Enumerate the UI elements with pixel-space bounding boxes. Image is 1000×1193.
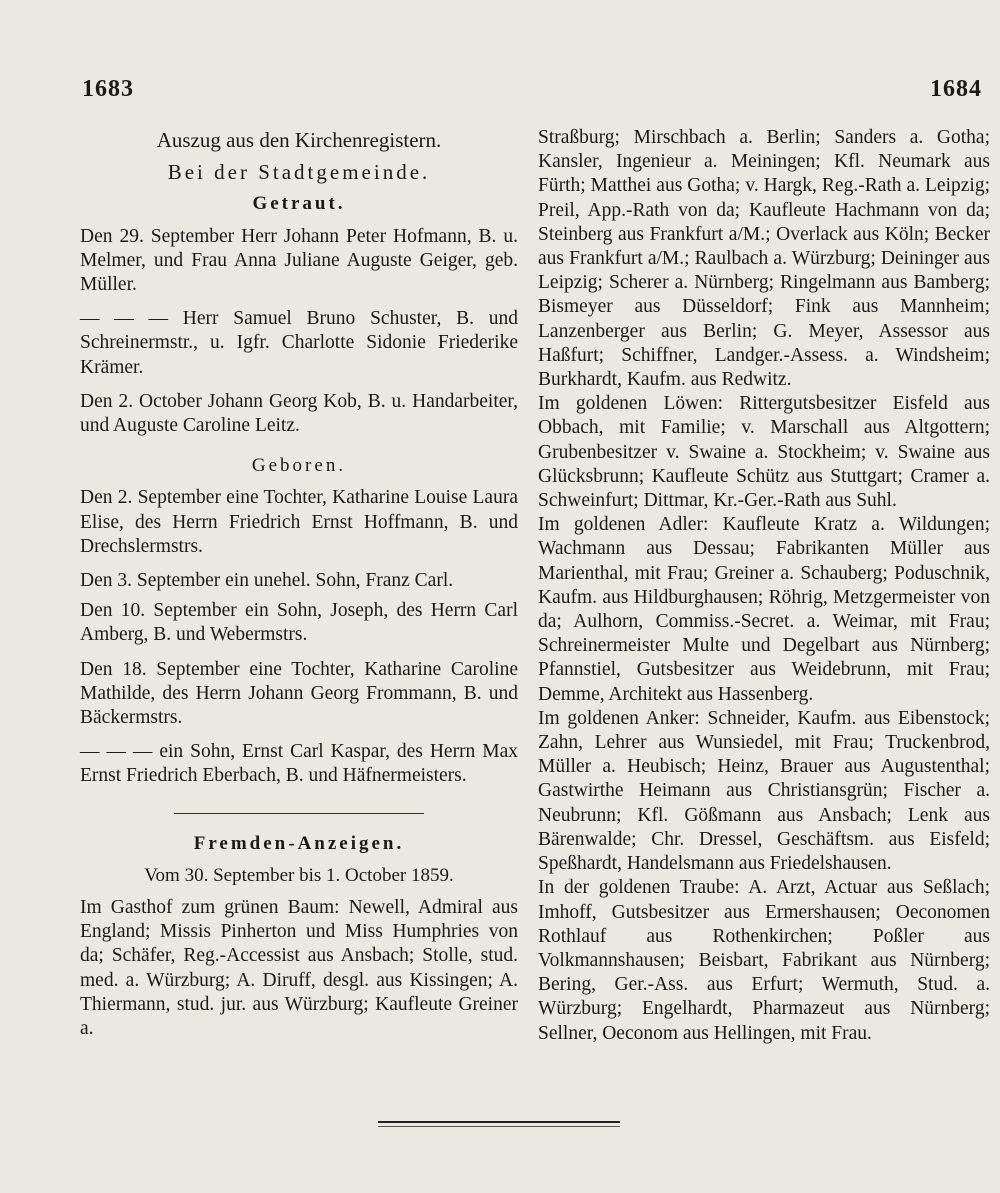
- married-heading: Getraut.: [252, 193, 346, 215]
- arrivals-paragraph: Straßburg; Mirschbach a. Berlin; Sanders a. Gotha; Kansler, Ingenieur a. Meiningen; Kfl. Neumark aus Fürth; Matthei aus Gotha; v. Hargk, Reg.-Rath a. Leipzig; Preil, App.-Rath von da; Kaufleute Hachmann von da; Steinberg aus Frankfurt a/M.; Overlack aus Köln; Becker aus Frankfurt a/M.; Raulbach a. Würzburg; Deininger aus Leipzig; Scherer a. Nürnberg; Ringelmann aus Bamberg; Bismeyer aus Düsseldorf; Fink aus Mannheim; Lanzenberger aus Berlin; G. Meyer, Assessor aus Haßfurt; Schiffner, Landger.-Assess. a. Windsheim; Burkhardt, Kaufm. aus Redwitz.: [538, 127, 990, 391]
- section-title: Auszug aus den Kirchenregistern.: [156, 128, 442, 152]
- arrivals-paragraph: Im goldenen Adler: Kaufleute Kratz a. Wildungen; Wachmann aus Dessau; Fabrikanten Müller aus Marienthal, mit Frau; Greiner a. Schauberg; Poduschnik, Kaufm. aus Hildburghausen; Röhrig, Metzgermeister von da; Aulhorn, Commiss.-Secret. a. Weimar, mit Frau; Schreinermeister Multe und Degelbart aus Nürnberg; Pfannstiel, Gutsbesitzer aus Weidebrunn, mit Frau; Demme, Architekt aus Hassenberg.: [538, 514, 990, 705]
- arrivals-date: Vom 30. September bis 1. October 1859.: [144, 864, 454, 886]
- arrivals-heading: Fremden-Anzeigen.: [193, 832, 405, 854]
- section-subtitle: Bei der Stadtgemeinde.: [167, 160, 431, 185]
- married-entry: Den 2. October Johann Georg Kob, B. u. Handarbeiter, und Auguste Caroline Leitz.: [80, 390, 518, 437]
- married-entry: Den 29. September Herr Johann Peter Hofmann, B. u. Melmer, und Frau Anna Juliane Auguste Geiger, geb. Müller.: [80, 225, 518, 296]
- end-rule: [378, 1121, 620, 1123]
- born-heading: Geboren.: [251, 455, 347, 477]
- arrivals-paragraph: Im goldenen Löwen: Rittergutsbesitzer Eisfeld aus Obbach, mit Familie; v. Marschall aus Altgottern; Grubenbesitzer v. Swaine a. Stockheim; v. Swaine aus Glücksbrunn; Kaufleute Schütz aus Stuttgart; Cramer a. Schweinfurt; Dittmar, Kr.-Ger.-Rath aus Suhl.: [538, 393, 990, 512]
- arrivals-paragraph: In der goldenen Traube: A. Arzt, Actuar aus Seßlach; Imhoff, Gutsbesitzer aus Ermershausen; Oeconomen Rothlauf aus Rothenkirchen; Poßler aus Volkmannshausen; Beisbart, Fabrikant aus Nürnberg; Bering, Ger.-Ass. aus Erfurt; Wermuth, Stud. a. Würzburg; Engelhardt, Pharmazeut aus Nürnberg; Sellner, Oeconom aus Hellingen, mit Frau.: [538, 877, 990, 1044]
- married-entry: — — — Herr Samuel Bruno Schuster, B. und Schreinermstr., u. Igfr. Charlotte Sidonie Friederike Krämer.: [80, 308, 518, 378]
- page-number-left: 1683: [82, 76, 134, 102]
- born-entry: Den 3. September ein unehel. Sohn, Franz Carl.: [80, 570, 454, 592]
- arrivals-text: Im Gasthof zum grünen Baum: Newell, Admiral aus England; Missis Pinherton und Miss Humphries von da; Schäfer, Reg.-Accessist aus Ansbach; Stolle, stud. med. a. Würzburg; A. Diruff, desgl. aus Kissingen; A. Thiermann, stud. jur. aus Würzburg; Kaufleute Greiner a.: [80, 897, 518, 1040]
- end-rule-thin: [378, 1126, 620, 1127]
- section-divider: [174, 813, 424, 814]
- arrivals-paragraph: Im goldenen Anker: Schneider, Kaufm. aus Eibenstock; Zahn, Lehrer aus Wunsiedel, mit Frau; Truckenbrod, Müller a. Heubisch; Heinz, Brauer aus Augustenthal; Gastwirthe Heimann aus Christiansgrün; Fischer a. Neubrunn; Kfl. Gößmann aus Ansbach; Lenk aus Bärenwalde; Chr. Dressel, Geschäftsm. aus Eisfeld; Speßhardt, Handelsmann aus Friedelshausen.: [538, 707, 990, 875]
- born-entry: Den 2. September eine Tochter, Katharine Louise Laura Elise, des Herrn Friedrich Ernst Hoffmann, B. und Drechslermstrs.: [80, 487, 518, 557]
- born-entry: — — — ein Sohn, Ernst Carl Kaspar, des Herrn Max Ernst Friedrich Eberbach, B. und Häfnermeisters.: [80, 741, 518, 787]
- left-column: [80, 122, 518, 1041]
- born-entry: Den 10. September ein Sohn, Joseph, des Herrn Carl Amberg, B. und Webermstrs.: [80, 600, 518, 646]
- born-entry: Den 18. September eine Tochter, Katharine Caroline Mathilde, des Herrn Johann Georg Frommann, B. und Bäckermstrs.: [80, 658, 518, 729]
- right-column: [538, 126, 990, 1046]
- page-number-right: 1684: [930, 76, 982, 102]
